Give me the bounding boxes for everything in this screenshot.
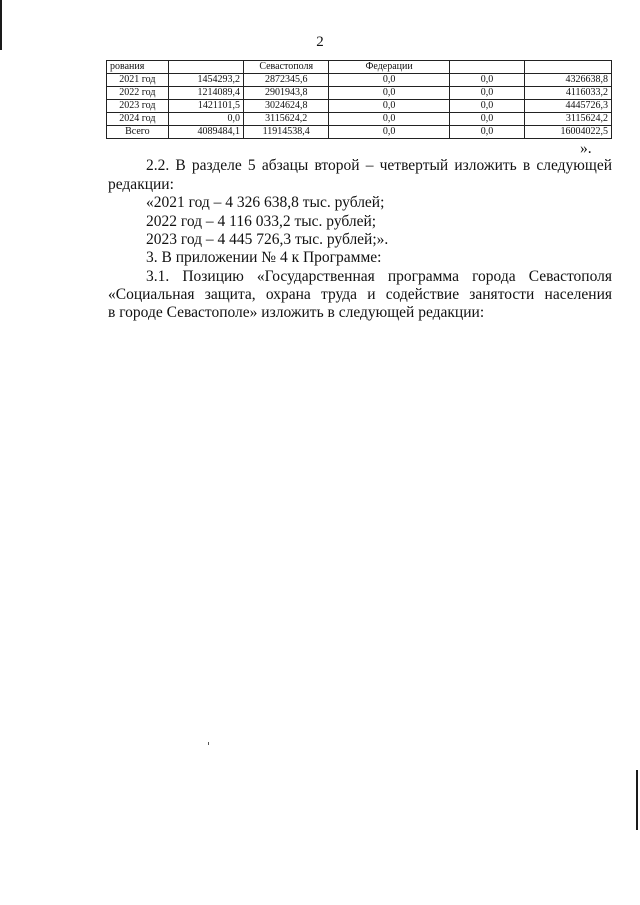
table-cell: 0,0 — [329, 126, 450, 139]
table-header-cell: Федерации — [329, 61, 450, 74]
table-cell: 0,0 — [449, 113, 524, 126]
paragraph-3-1-line2: «Социальная защита, охрана труда и содействие занятости населения — [108, 286, 612, 303]
scan-edge-mark-right — [636, 770, 638, 830]
paragraph-2-2-line1: 2.2. В разделе 5 абзацы второй – четвертый изложить в следующей — [146, 157, 612, 174]
funding-table — [106, 60, 612, 139]
table-cell-total: 3115624,2 — [525, 113, 612, 126]
table-cell-total: 16004022,5 — [525, 126, 612, 139]
table-cell: 0,0 — [329, 100, 450, 113]
table-cell: 11914538,4 — [244, 126, 329, 139]
table-cell-year: 2022 год — [107, 87, 169, 100]
paragraph-3-1-line1: 3.1. Позицию «Государственная программа города Севастополя — [146, 268, 612, 285]
paragraph-3-1-line3: в городе Севастополе» изложить в следующей редакции: — [108, 304, 485, 321]
table-cell-total: 4326638,8 — [525, 74, 612, 87]
table-cell-year: 2024 год — [107, 113, 169, 126]
table-cell: 2901943,8 — [244, 87, 329, 100]
table-header-cell: рования — [107, 61, 169, 74]
table-header-cell — [525, 61, 612, 74]
table-cell: 4089484,1 — [168, 126, 243, 139]
table-row — [107, 87, 612, 100]
table-cell: 3115624,2 — [244, 113, 329, 126]
paragraph-2021: «2021 год – 4 326 638,8 тыс. рублей; — [146, 194, 385, 211]
table-header-cell: Севастополя — [244, 61, 329, 74]
paragraph-2023: 2023 год – 4 445 726,3 тыс. рублей;». — [146, 231, 389, 248]
table-cell: 0,0 — [329, 74, 450, 87]
scan-speck — [208, 742, 209, 745]
paragraph-2022: 2022 год – 4 116 033,2 тыс. рублей; — [146, 213, 377, 230]
table-cell: 3024624,8 — [244, 100, 329, 113]
table-cell-total: 4116033,2 — [525, 87, 612, 100]
table-cell: 0,0 — [329, 113, 450, 126]
table-cell: 1454293,2 — [168, 74, 243, 87]
table-row — [107, 126, 612, 139]
table-cell: 1421101,5 — [168, 100, 243, 113]
table-cell: 0,0 — [449, 100, 524, 113]
table-cell: 0,0 — [449, 126, 524, 139]
table-header-cell — [449, 61, 524, 74]
table-row — [107, 100, 612, 113]
table-cell: 0,0 — [329, 87, 450, 100]
table-cell-total: 4445726,3 — [525, 100, 612, 113]
paragraph-2-2-line2: редакции: — [108, 176, 174, 193]
table-cell-year: 2021 год — [107, 74, 169, 87]
paragraph-3: 3. В приложении № 4 к Программе: — [146, 249, 382, 266]
closing-quote: ». — [580, 140, 592, 157]
table-cell: 1214089,4 — [168, 87, 243, 100]
table-header-cell — [168, 61, 243, 74]
table-cell: 2872345,6 — [244, 74, 329, 87]
table-cell: 0,0 — [449, 87, 524, 100]
table-cell: 0,0 — [449, 74, 524, 87]
table-row — [107, 113, 612, 126]
table-cell-year: 2023 год — [107, 100, 169, 113]
table-cell-total-label: Всего — [107, 126, 169, 139]
table-header-row — [107, 61, 612, 74]
table-cell: 0,0 — [168, 113, 243, 126]
table-row — [107, 74, 612, 87]
page-number: 2 — [316, 34, 324, 50]
